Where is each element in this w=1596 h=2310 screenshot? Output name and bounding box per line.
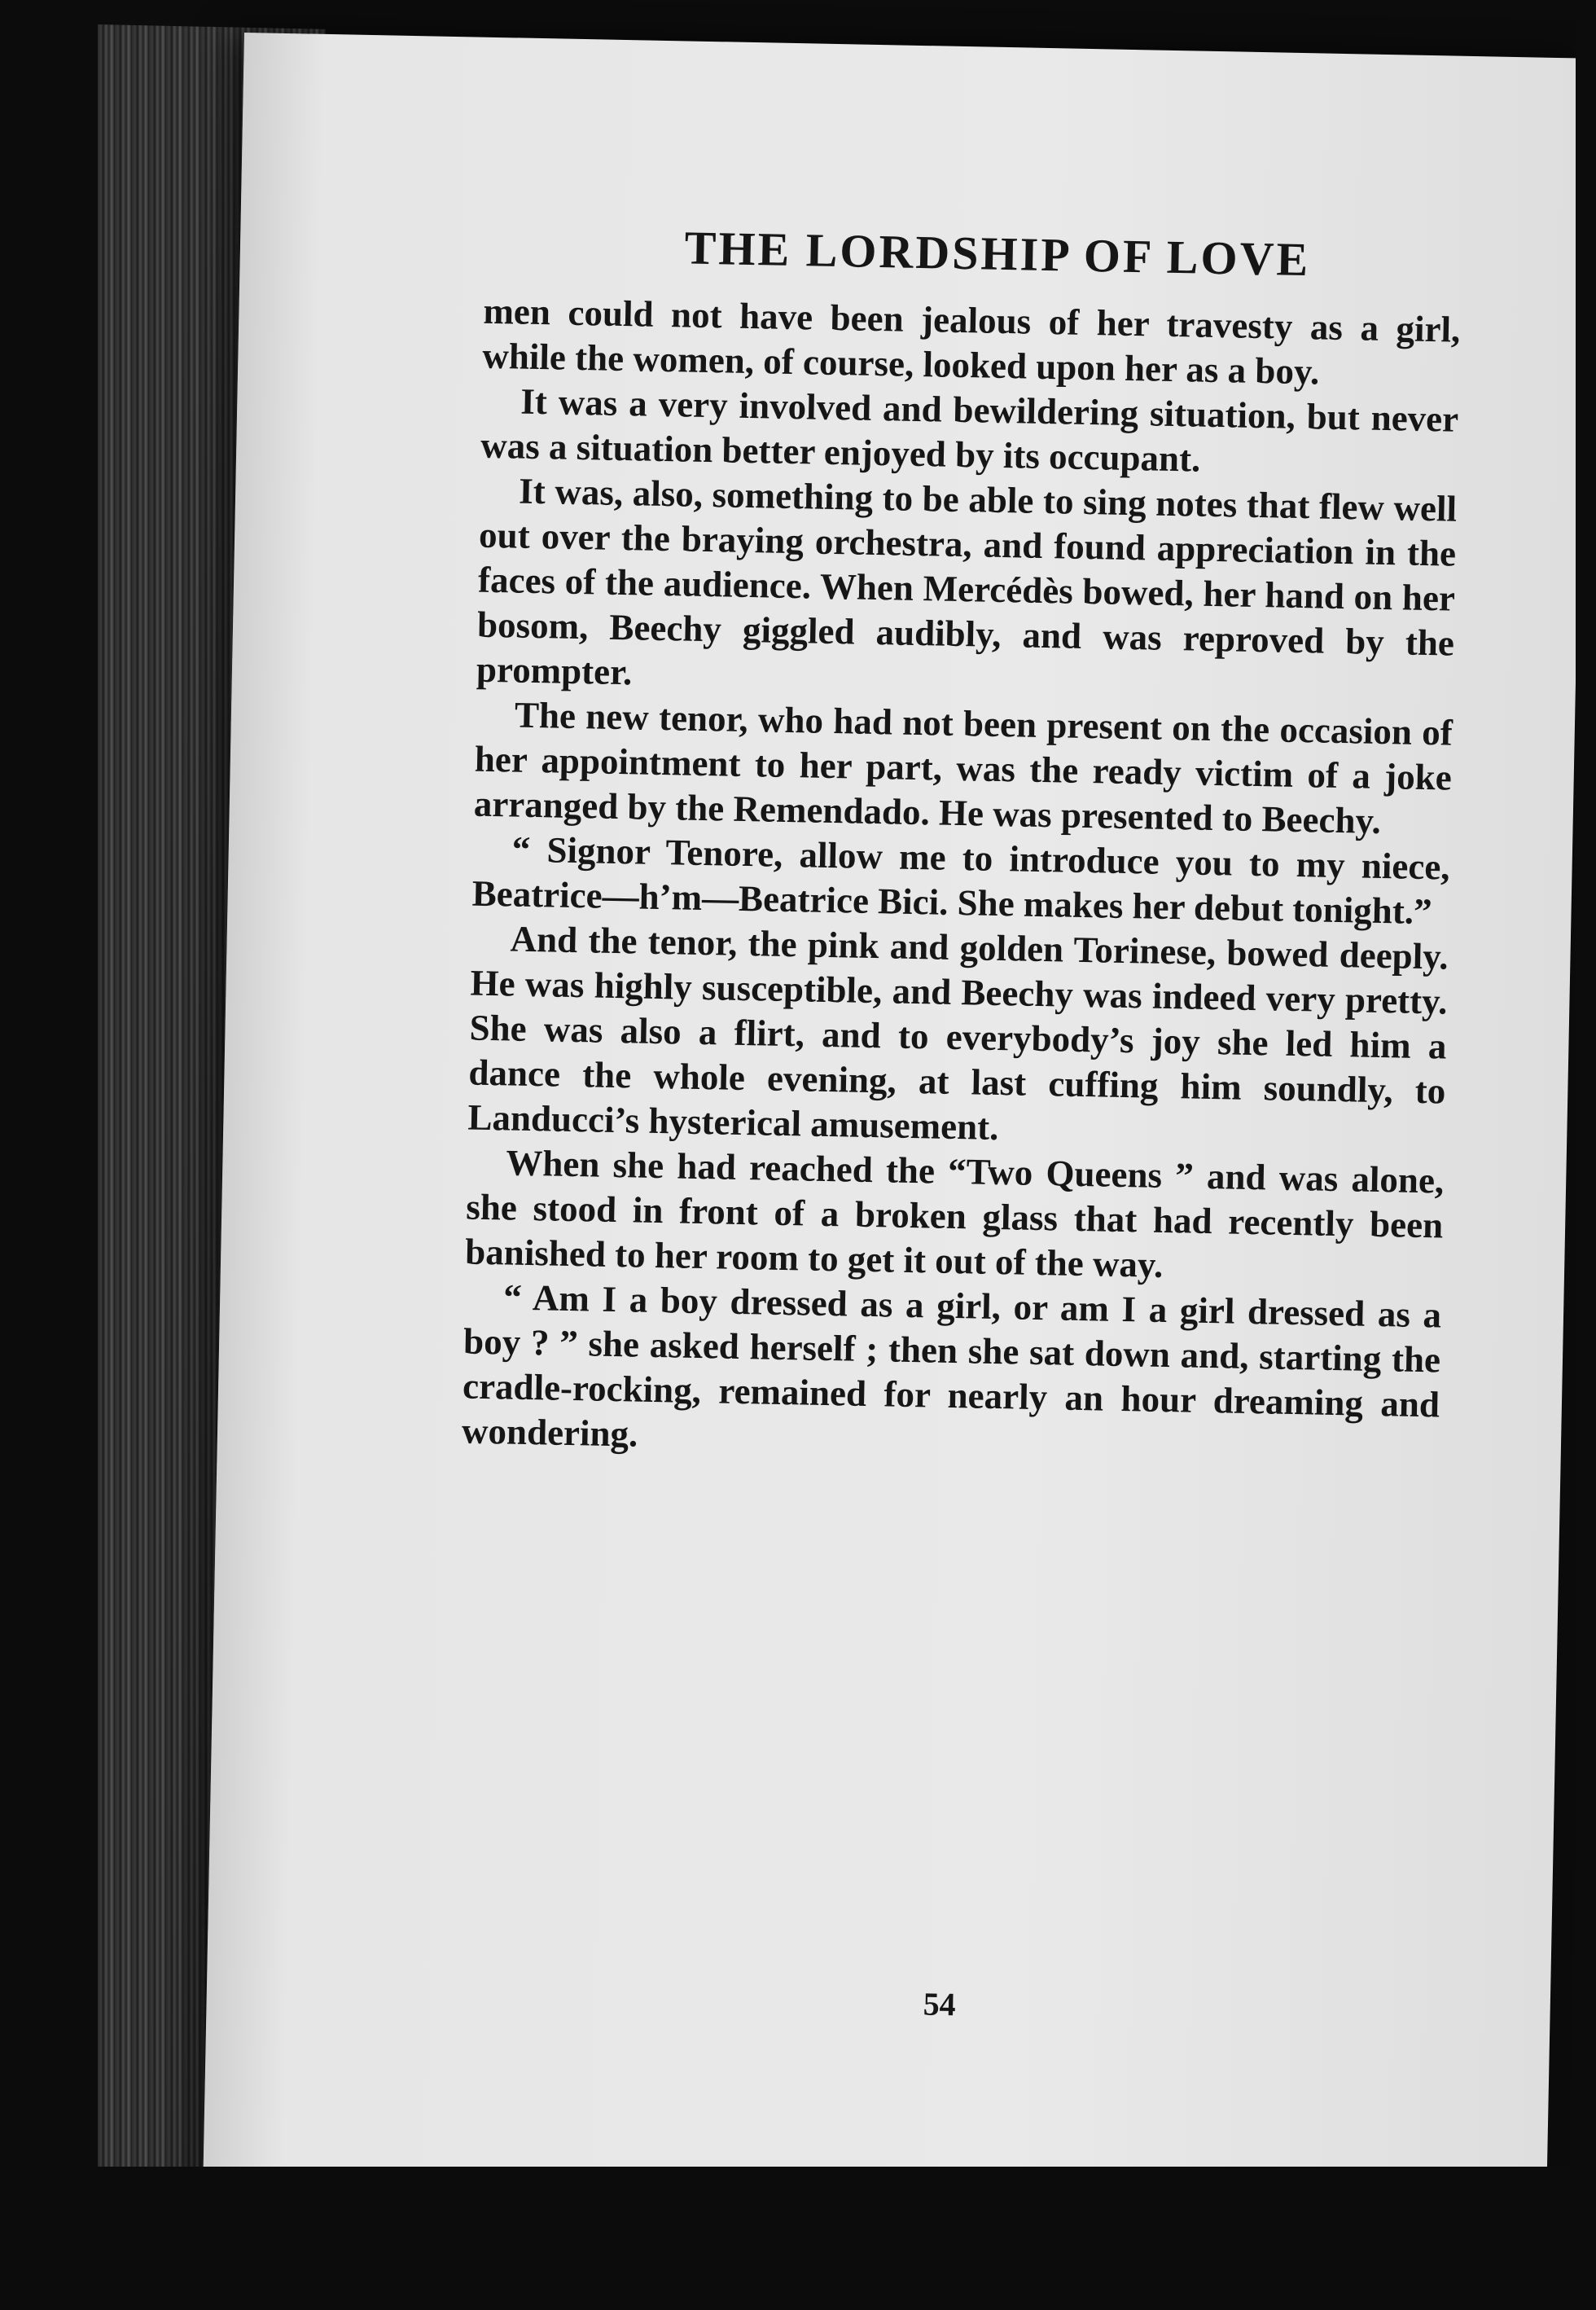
scan-right-border [1576,0,1596,2310]
paragraph: “ Am I a boy dressed as a girl, or am I a girl dressed as a boy ? ” she asked herself ; then she sat down and, starting the cradle-rocking, remained for nearly an hour dreaming and wondering. [461,1276,1442,1455]
paragraph: men could not have been jealous of her travesty as a girl, while the women, of course, looked upon her as a boy. [481,290,1461,393]
paragraph: When she had reached the “Two Queens ” and was alone, she stood in front of a broken glass that had recently been banished to her room to get it out of the way. [464,1142,1445,1285]
running-head: THE LORDSHIP OF LOVE [684,221,1311,287]
paragraph: “ Signor Tenore, allow me to introduce you to my niece, Beatrice—h’m—Beatrice Bici. She makes her debut tonight.” [471,828,1451,933]
paragraph: The new tenor, who had not been present on the occasion of her appointment to her part, was the ready victim of a joke arranged by the Remendado. He was presented to Beechy. [473,694,1454,841]
page-number: 54 [923,1985,957,2023]
body-text [462,289,1461,1473]
paragraph: It was, also, something to be able to sing notes that flew well out over the braying orchestra, and found appreciation in the faces of the audience. When Mercédès bowed, her hand on her bosom, Beechy giggled audibly, and was reproved by the prompter. [476,470,1458,693]
paragraph: It was a very involved and bewildering situation, but never was a situation better enjoyed by its occupant. [480,380,1459,480]
page-content [461,217,1462,2023]
book-page [202,33,1588,2257]
paragraph: And the tenor, the pink and golden Torinese, bowed deeply. He was highly susceptible, and Beechy was indeed very pretty. She was also a flirt, and to everybody’s joy she led him a dance the whole evening, at last cuffing him soundly, to Landucci’s hysterical amusement. [467,918,1449,1148]
scan-bottom-border [0,2167,1596,2310]
